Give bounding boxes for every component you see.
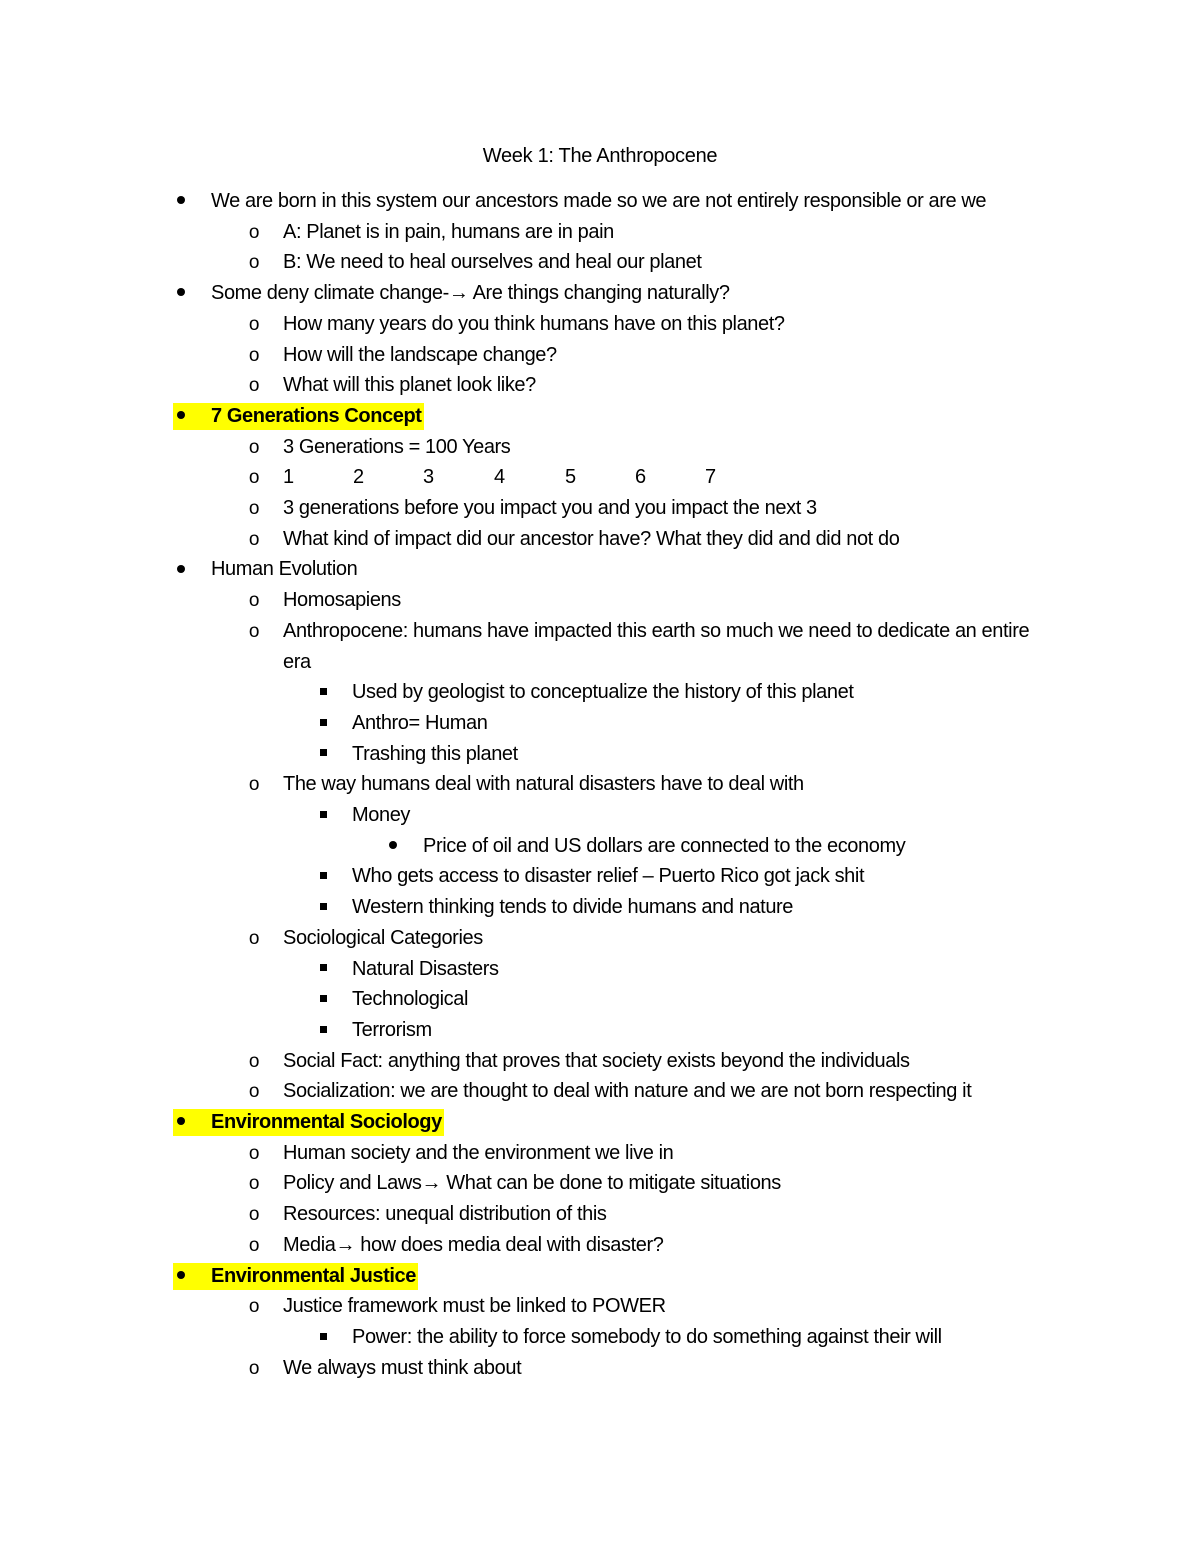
outline-item-text: Some deny climate change-→ Are things changing naturally? [211,282,730,305]
outline-item-text: The way humans deal with natural disasters have to deal with [283,773,804,796]
generation-number: 3 [423,466,434,489]
outline-item-text: Terrorism [352,1018,432,1041]
square-bullet-icon [318,984,328,1015]
outline-item-text: Used by geologist to conceptualize the history of this planet [352,681,854,704]
circle-bullet-icon: o [248,1357,260,1379]
outline-item-text: Media→ how does media deal with disaster? [283,1233,664,1256]
circle-bullet-icon: o [248,375,260,397]
outline-item-text: Anthropocene: humans have impacted this earth so much we need to dedicate an entire [283,619,1030,642]
circle-bullet-icon: o [248,1081,260,1103]
outline-item-text: Who gets access to disaster relief – Puerto Rico got jack shit [352,865,865,888]
outline-item-text: We always must think about [283,1356,522,1379]
circle-bullet-icon: o [248,467,260,489]
bullet-icon [175,1107,187,1138]
circle-bullet-icon: o [248,774,260,796]
bullet-icon [175,278,187,309]
circle-bullet-icon: o [248,498,260,519]
outline-item-text: Power: the ability to force somebody to do something against their will [352,1325,942,1348]
outline-item-text: Technological [352,988,468,1011]
outline-item-text: 3 generations before you impact you and you impact the next 3 [283,497,817,519]
circle-bullet-icon: o [248,1142,260,1164]
outline-item-text: What will this planet look like? [283,374,536,397]
square-bullet-icon [318,800,328,831]
circle-bullet-icon: o [248,1173,260,1195]
circle-bullet-icon: o [248,436,260,458]
circle-bullet-icon: o [248,221,260,243]
outline-item-text: Resources: unequal distribution of this [283,1203,607,1226]
square-bullet-icon [318,677,328,708]
outline-item-text: Justice framework must be linked to POWER [283,1295,666,1318]
circle-bullet-icon: o [248,620,260,642]
generation-number: 1 [283,466,294,489]
generation-number: 5 [565,466,576,489]
outline-item-text: A: Planet is in pain, humans are in pain [283,220,614,243]
outline-item-text: 3 Generations = 100 Years [283,435,511,458]
outline-item-text: Anthro= Human [352,711,488,734]
circle-bullet-icon: o [248,927,260,949]
square-bullet-icon [318,954,328,985]
outline-item-text: Environmental Justice [211,1264,416,1287]
circle-bullet-icon: o [248,252,260,274]
outline-item-text: We are born in this system our ancestors made so we are not entirely responsible or are we [211,190,987,212]
generation-number: 6 [635,466,646,489]
outline-item-text: Natural Disasters [352,957,499,980]
bullet-icon [175,186,187,217]
square-bullet-icon [318,1015,328,1046]
outline-item-text: Human society and the environment we live in [283,1141,674,1164]
circle-bullet-icon: o [248,1050,260,1072]
circle-bullet-icon: o [248,1234,260,1256]
square-bullet-icon [318,739,328,770]
page-title: Week 1: The Anthropocene [482,145,718,167]
circle-bullet-icon: o [248,528,260,550]
outline-item-continuation: era [283,650,311,673]
square-bullet-icon [318,892,328,923]
outline-item-text: Human Evolution [211,558,358,581]
circle-bullet-icon: o [248,1204,260,1226]
bullet-icon [388,831,398,862]
outline-item-text: Trashing this planet [352,742,518,765]
outline-item-text: Money [352,804,411,826]
outline-item-text: Environmental Sociology [211,1111,442,1133]
outline-item-text: Price of oil and US dollars are connected to the economy [423,834,906,857]
generation-number: 4 [494,466,505,489]
square-bullet-icon [318,861,328,892]
outline-item-text: Western thinking tends to divide humans and nature [352,896,794,919]
outline-item-text: Socialization: we are thought to deal with nature and we are not born respecting it [283,1080,972,1103]
generation-number: 7 [705,466,716,489]
outline-item-text: B: We need to heal ourselves and heal our planet [283,251,702,274]
circle-bullet-icon: o [248,590,260,612]
circle-bullet-icon: o [248,1296,260,1318]
outline-item-text: How will the landscape change? [283,343,557,366]
outline-item-text: 7 Generations Concept [211,404,422,427]
circle-bullet-icon: o [248,313,260,335]
square-bullet-icon [318,708,328,739]
outline-item-text: Homosapiens [283,589,401,612]
generation-number: 2 [353,466,364,489]
outline-item-text: Policy and Laws→ What can be done to mitigate situations [283,1172,781,1195]
outline-item-text: Sociological Categories [283,926,483,949]
bullet-icon [175,554,187,585]
circle-bullet-icon: o [248,344,260,366]
bullet-icon [175,1261,187,1292]
outline-item-text: Social Fact: anything that proves that society exists beyond the individuals [283,1049,910,1072]
bullet-icon [175,401,187,432]
outline-item-text: How many years do you think humans have on this planet? [283,312,785,335]
outline-item-text: What kind of impact did our ancestor have? What they did and did not do [283,527,900,550]
square-bullet-icon [318,1322,328,1353]
